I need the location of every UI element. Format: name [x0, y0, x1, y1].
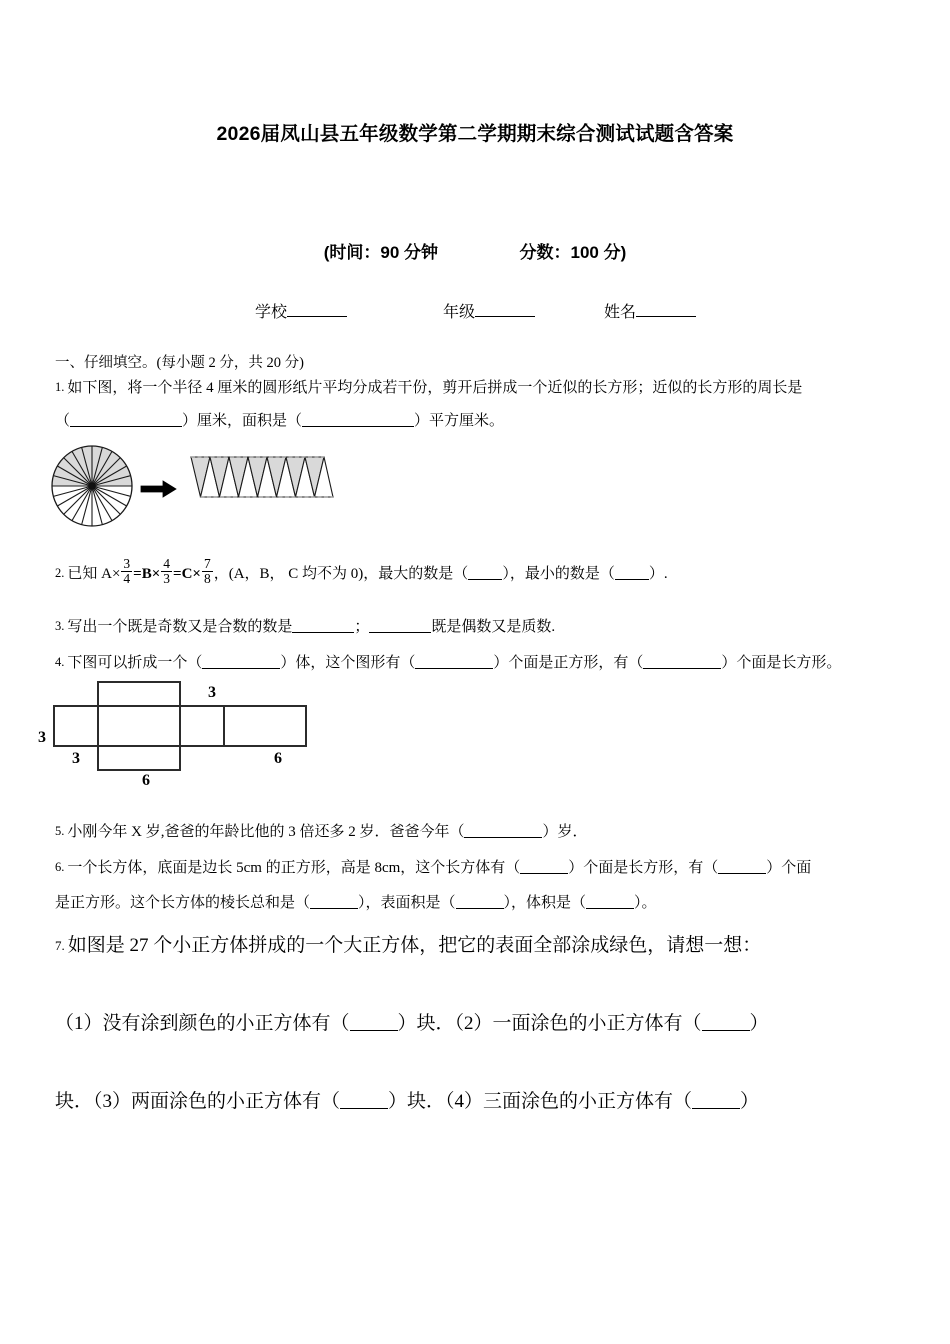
- q7-blank-1[interactable]: [350, 1017, 398, 1031]
- parallelogram-strip: [191, 457, 333, 497]
- question-3-number: 3.: [55, 619, 65, 633]
- q3-a: 写出一个既是奇数又是合数的数是: [67, 619, 293, 635]
- q2-post3: ）.: [648, 566, 668, 583]
- q5-blank-1[interactable]: [464, 824, 542, 838]
- field-name-label: 姓名: [604, 304, 637, 321]
- box-net-figure: [36, 680, 366, 796]
- field-school-label: 学校: [255, 304, 288, 321]
- q2-mid2: =C×: [173, 566, 201, 583]
- q1-blank-2[interactable]: [302, 413, 414, 427]
- question-7: [55, 932, 945, 1112]
- net-label-bottom-left: 3: [72, 750, 80, 767]
- question-5: [55, 817, 935, 846]
- q6-l2b: ），表面积是（: [358, 895, 456, 911]
- field-grade-blank[interactable]: [475, 303, 535, 317]
- question-2: [55, 558, 935, 588]
- field-name: [604, 299, 696, 322]
- q4-c: ）个面是正方形，有（: [493, 655, 644, 671]
- q6-l1b: ）个面是长方形，有（: [568, 860, 719, 876]
- q7-head-text: 如图是 27 个小正方体拼成的一个大正方体，把它的表面全部涂成绿色，请想一想：: [67, 935, 762, 956]
- frac1-numerator: 3: [123, 556, 131, 571]
- q6-l2c: ），体积是（: [503, 895, 587, 911]
- frac3-numerator: 7: [203, 556, 211, 571]
- sector-circle: [52, 446, 132, 526]
- page-title: 2026届凤山县五年级数学第二学期期末综合测试试题含答案: [216, 123, 734, 145]
- frac2-denominator: 3: [163, 570, 171, 586]
- q6-blank-4[interactable]: [456, 895, 504, 909]
- question-3: [55, 612, 935, 641]
- field-school: [255, 299, 347, 322]
- q3-c: 既是偶数又是质数.: [431, 619, 556, 635]
- q2-post2: ），最小的数是（: [502, 566, 615, 583]
- question-7-number: 7.: [55, 938, 65, 953]
- q7-l3c: ）: [740, 1091, 760, 1112]
- q6-l1a: 一个长方体，底面是边长 5cm 的正方形，高是 8cm，这个长方体有（: [67, 860, 521, 876]
- circle-to-rectangle-figure: [45, 440, 335, 532]
- q6-l2a: 是正方形。这个长方体的棱长总和是（: [55, 895, 311, 911]
- question-1-line2: [55, 407, 504, 435]
- field-school-blank[interactable]: [287, 303, 347, 317]
- q7-l2a: （1）没有涂到颜色的小正方体有（: [55, 1013, 350, 1034]
- q7-blank-4[interactable]: [692, 1095, 740, 1109]
- box-net-svg: [36, 680, 366, 796]
- q6-blank-1[interactable]: [520, 860, 568, 874]
- question-4: [55, 648, 945, 677]
- q1-open-paren: （: [55, 413, 71, 429]
- field-grade-label: 年级: [443, 304, 476, 321]
- q4-b: ）体，这个图形有（: [280, 655, 416, 671]
- question-7-head: [55, 935, 761, 956]
- fraction-7-8: [202, 557, 213, 586]
- q2-blank-1[interactable]: [468, 566, 502, 580]
- fraction-3-4: [121, 557, 132, 586]
- q4-d: ）个面是长方形。: [721, 655, 842, 671]
- q7-l3b: ）块．（4）三面涂色的小正方体有（: [388, 1091, 693, 1112]
- q6-blank-5[interactable]: [586, 895, 634, 909]
- q1-blank-1[interactable]: [70, 413, 182, 427]
- question-6-line2: [55, 889, 657, 917]
- question-1-number: 1.: [55, 380, 65, 394]
- q3-b: ；: [354, 619, 370, 635]
- question-5-number: 5.: [55, 824, 65, 838]
- q6-blank-2[interactable]: [718, 860, 766, 874]
- q7-l2b: ）块．（2）一面涂色的小正方体有（: [397, 1013, 702, 1034]
- net-label-left: 3: [38, 729, 46, 746]
- frac2-numerator: 4: [163, 556, 171, 571]
- q3-blank-2[interactable]: [369, 619, 431, 633]
- q6-l2d: ）。: [634, 895, 657, 911]
- q6-blank-3[interactable]: [310, 895, 358, 909]
- q6-l1c: ）个面: [766, 860, 812, 876]
- q4-blank-3[interactable]: [643, 655, 721, 669]
- fraction-4-3: [161, 557, 172, 586]
- q5-a: 小刚今年 X 岁,爸爸的年龄比他的 3 倍还多 2 岁．爸爸今年（: [67, 824, 465, 840]
- exam-time-label: (时间：90 分钟: [323, 243, 439, 262]
- question-6-number: 6.: [55, 860, 65, 874]
- q7-blank-2[interactable]: [702, 1017, 750, 1031]
- question-1: [55, 373, 925, 429]
- q4-a: 下图可以折成一个（: [67, 655, 203, 671]
- q2-mid1: =B×: [133, 566, 161, 583]
- question-6: [55, 853, 945, 911]
- question-1-line1: 如下图，将一个半径 4 厘米的圆形纸片平均分成若干份，剪开后拼成一个近似的长方形；近似的长方形的周长是: [67, 380, 803, 396]
- q1-mid: ）厘米，面积是（: [182, 413, 303, 429]
- exam-meta: [0, 238, 950, 263]
- q3-blank-1[interactable]: [292, 619, 354, 633]
- q7-l3a: 块．（3）两面涂色的小正方体有（: [55, 1091, 341, 1112]
- q5-b: ）岁．: [542, 824, 588, 840]
- q2-post: ，(A，B， C 均不为 0)，最大的数是（: [213, 566, 469, 583]
- field-grade: [443, 299, 535, 322]
- right-arrow-icon: [141, 481, 176, 497]
- question-7-line3: [55, 1088, 759, 1116]
- frac3-denominator: 8: [203, 570, 211, 586]
- net-label-top-right: 3: [208, 684, 216, 701]
- net-label-bottom-right: 6: [274, 750, 282, 767]
- q4-blank-2[interactable]: [415, 655, 493, 669]
- circle-figure-svg: [45, 440, 335, 532]
- net-label-bottom-middle: 6: [142, 772, 150, 789]
- frac1-denominator: 4: [123, 570, 131, 586]
- q7-blank-3[interactable]: [340, 1095, 388, 1109]
- exam-score-label: 分数：100 分): [519, 243, 627, 262]
- section-heading: 一、仔细填空。(每小题 2 分，共 20 分): [55, 355, 304, 371]
- q4-blank-1[interactable]: [202, 655, 280, 669]
- q7-l2c: ）: [749, 1013, 769, 1034]
- question-4-number: 4.: [55, 655, 65, 669]
- question-7-line2: [55, 1010, 769, 1038]
- q1-end: ）平方厘米。: [414, 413, 505, 429]
- question-2-number: 2.: [55, 566, 65, 581]
- q2-blank-2[interactable]: [615, 566, 649, 580]
- q2-pre: 已知 A×: [67, 566, 121, 583]
- field-name-blank[interactable]: [636, 303, 696, 317]
